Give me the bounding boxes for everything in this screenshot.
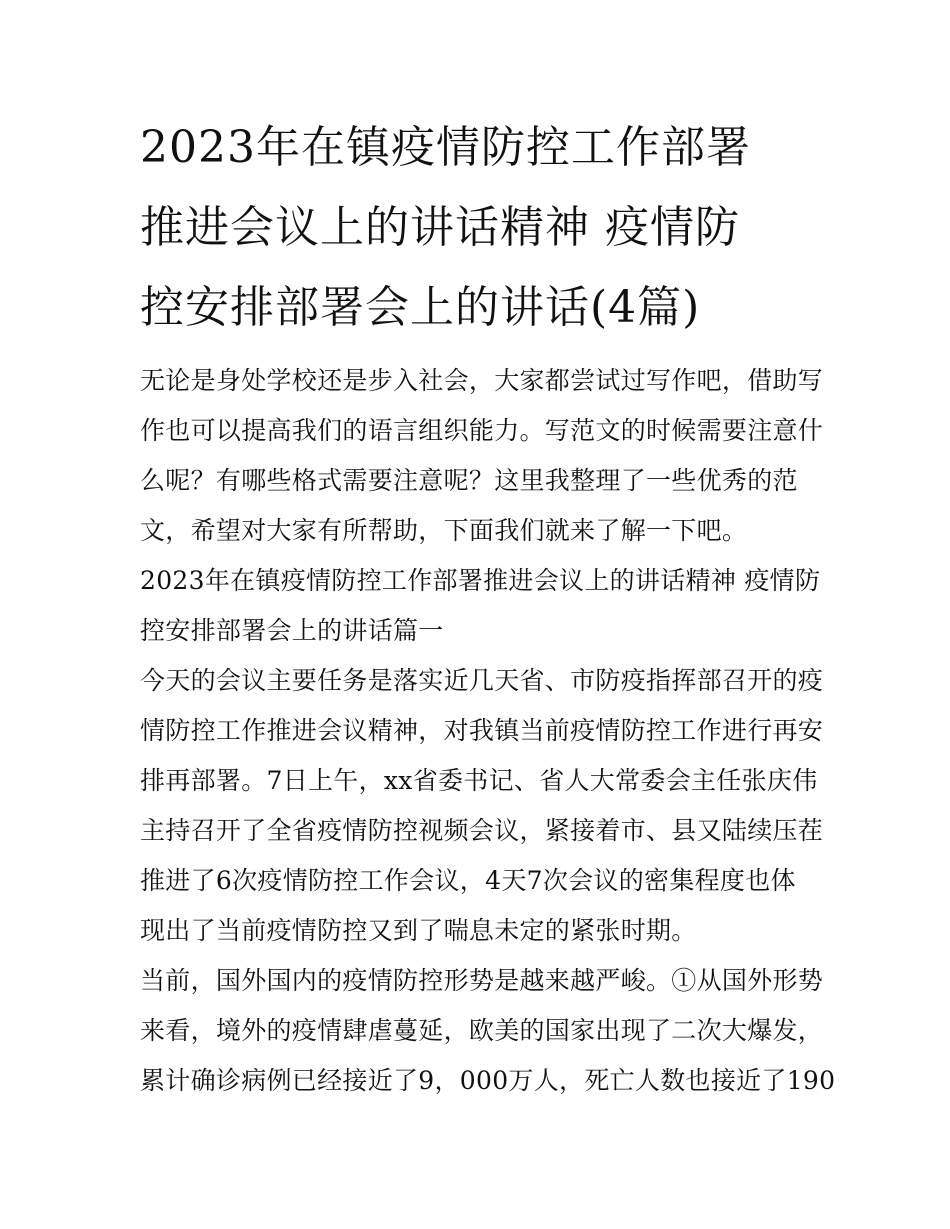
title-line-2: 推进会议上的讲话精神 疫情防 [140, 202, 740, 253]
heading-line-1: 2023年在镇疫情防控工作部署推进会议上的讲话精神 疫情防 [140, 566, 821, 595]
para2-line-3: 累计确诊病例已经接近了9，000万人，死亡人数也接近了190 [140, 1066, 836, 1095]
intro-line-2: 作也可以提高我们的语言组织能力。写范文的时候需要注意什 [140, 416, 824, 445]
para1-line-5: 推进了6次疫情防控工作会议，4天7次会议的密集程度也体 [140, 866, 796, 895]
document-body [140, 108, 836, 1106]
body-paragraph-1 [140, 656, 824, 956]
para2-line-2: 来看，境外的疫情肆虐蔓延，欧美的国家出现了二次大爆发， [140, 1016, 824, 1045]
intro-line-1: 无论是身处学校还是步入社会，大家都尝试过写作吧，借助写 [140, 366, 824, 395]
para1-line-1: 今天的会议主要任务是落实近几天省、市防疫指挥部召开的疫 [140, 666, 824, 695]
title-line-3: 控安排部署会上的讲话(4篇) [140, 282, 701, 333]
heading-line-2: 控安排部署会上的讲话篇一 [140, 616, 444, 645]
body-paragraph-2 [140, 956, 836, 1106]
section-heading [140, 556, 821, 656]
para1-line-6: 现出了当前疫情防控又到了喘息未定的紧张时期。 [140, 916, 697, 945]
para2-line-1: 当前，国外国内的疫情防控形势是越来越严峻。①从国外形势 [140, 966, 824, 995]
intro-line-4: 文，希望对大家有所帮助，下面我们就来了解一下吧。 [140, 516, 748, 545]
para1-line-3: 排再部署。7日上午，xx省委书记、省人大常委会主任张庆伟 [140, 766, 818, 795]
intro-paragraph [140, 356, 824, 556]
title-line-1: 2023年在镇疫情防控工作部署 [140, 122, 751, 173]
para1-line-2: 情防控工作推进会议精神，对我镇当前疫情防控工作进行再安 [140, 716, 824, 745]
para1-line-4: 主持召开了全省疫情防控视频会议，紧接着市、县又陆续压茬 [140, 816, 824, 845]
document-title [140, 108, 812, 348]
intro-line-3: 么呢？有哪些格式需要注意呢？这里我整理了一些优秀的范 [140, 466, 798, 495]
